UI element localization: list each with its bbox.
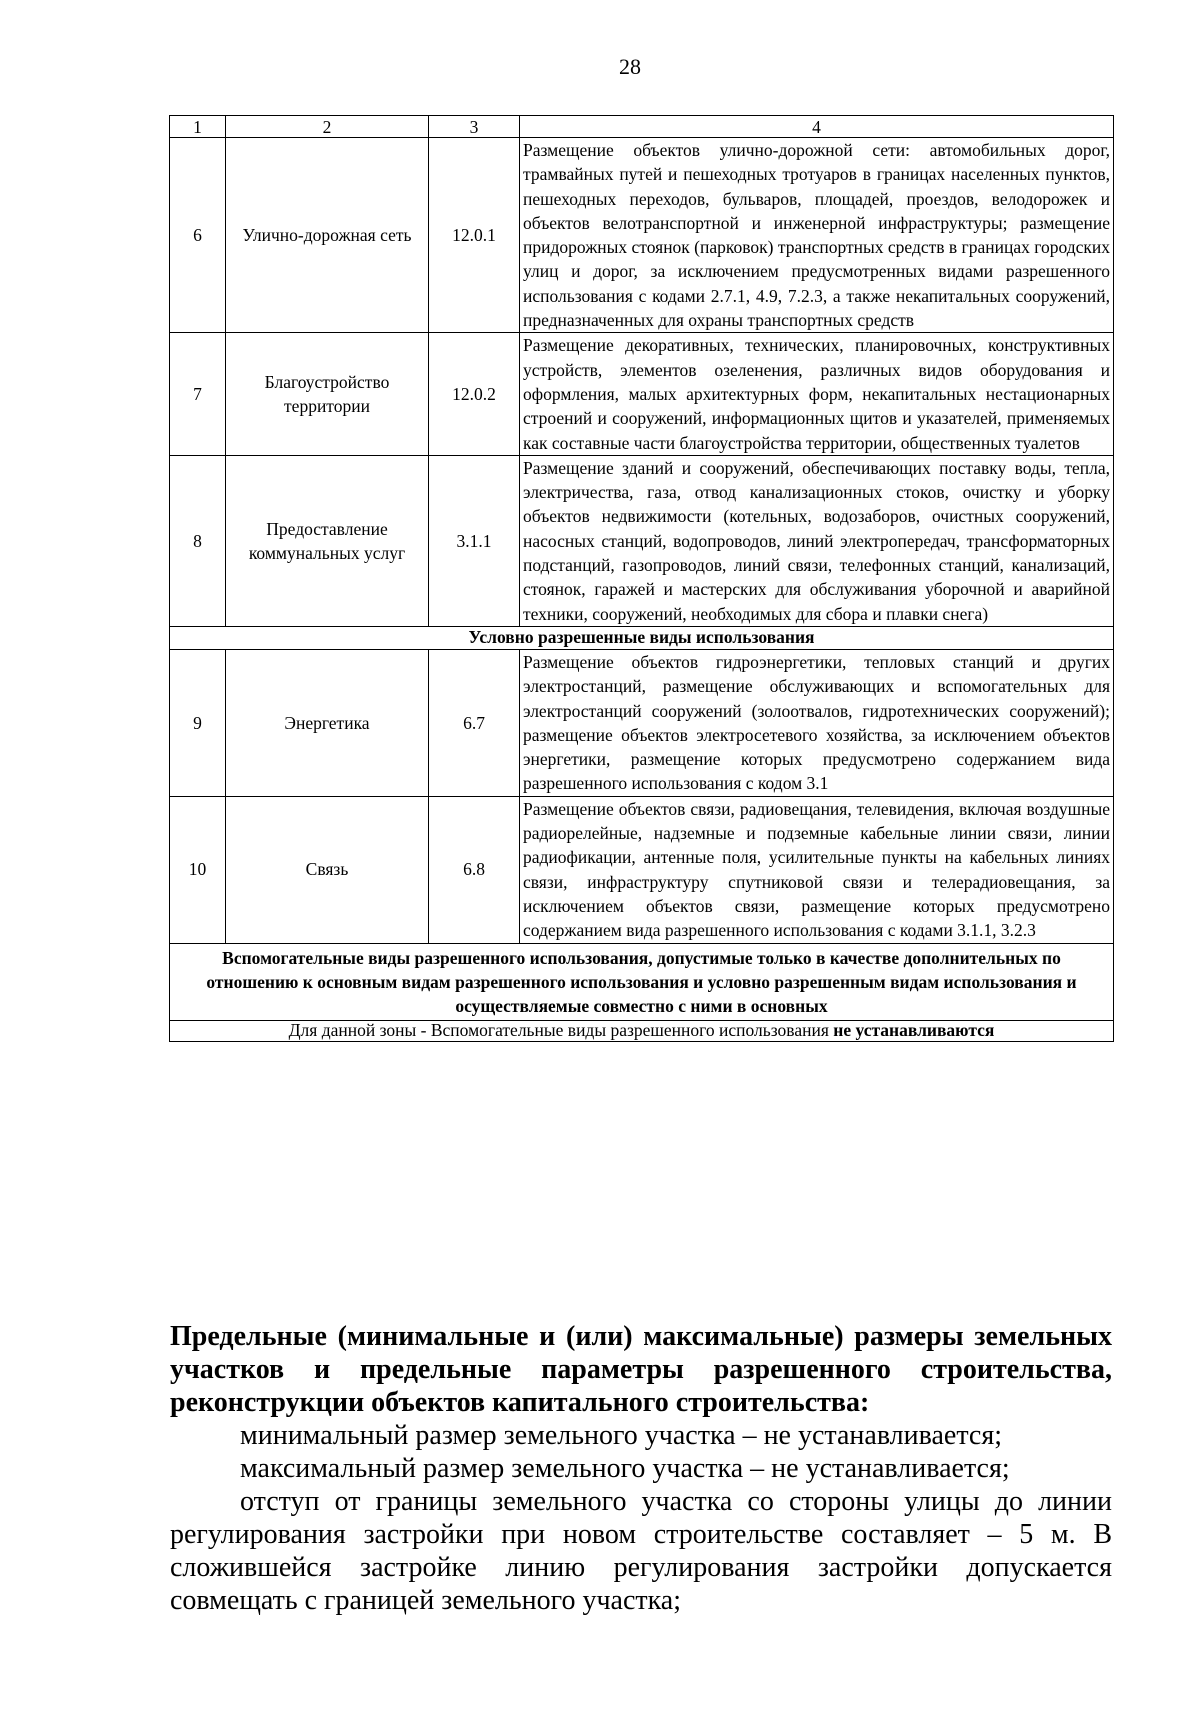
column-number: 1 [170,116,226,138]
use-type-description: Размещение объектов связи, радиовещания, телевидения, включая воздушные радиорелейные, надземные и подземные кабельные линии связи, линии радиофикации, антенные поля, усилительные пункты на кабельных линиях связи, инфраструктуру спутниковой связи и телерадиовещания, за исключением объектов связи, размещение которых предусмотрено содержанием вида разрешенного использования с кодами 3.1.1, 3.2.3 [520,796,1114,943]
table-row [170,649,1114,796]
use-type-description: Размещение объектов гидроэнергетики, тепловых станций и других электростанций, размещение обслуживающих и вспомогательных для электростанций сооружений (золоотвалов, гидротехнических сооружений); размещение объектов электросетевого хозяйства, за исключением объектов энергетики, размещение которых предусмотрено содержанием вида разрешенного использования с кодом 3.1 [520,649,1114,796]
use-type-code: 6.7 [429,649,520,796]
use-type-name: Благоустройство территории [226,333,429,455]
use-type-name: Улично-дорожная сеть [226,138,429,333]
auxiliary-note-text: Для данной зоны - Вспомогательные виды разрешенного использования [288,1020,834,1040]
table-row [170,138,1114,333]
auxiliary-uses-heading: Вспомогательные виды разрешенного использования, допустимые только в качестве дополнительных по отношению к основным видам разрешенного использования и условно разрешенным видам использования и осуществляемые совместно с ними в основных [170,943,1114,1020]
use-type-name: Связь [226,796,429,943]
auxiliary-note-emphasis: не устанавливаются [833,1020,995,1040]
use-type-description: Размещение объектов улично-дорожной сети: автомобильных дорог, трамвайных путей и пешеходных тротуаров в границах населенных пунктов, пешеходных переходов, бульваров, площадей, проездов, велодорожек и объектов велотранспортной и инженерной инфраструктуры; размещение придорожных стоянок (парковок) транспортных средств в границах городских улиц и дорог, за исключением предусмотренных видами разрешенного использования с кодами 2.7.1, 4.9, 7.2.3, а также некапитальных сооружений, предназначенных для охраны транспортных средств [520,138,1114,333]
row-number: 9 [170,649,226,796]
row-number: 7 [170,333,226,455]
row-number: 6 [170,138,226,333]
row-number: 8 [170,455,226,626]
page-number: 28 [619,54,641,79]
row-number: 10 [170,796,226,943]
use-type-code: 12.0.2 [429,333,520,455]
limits-section [170,1320,1112,1617]
use-type-name: Энергетика [226,649,429,796]
auxiliary-note-row [170,1020,1114,1041]
table-row [170,796,1114,943]
use-type-code: 3.1.1 [429,455,520,626]
limits-paragraph: максимальный размер земельного участка – не устанавливается; [240,1453,1010,1484]
column-numbers-row [170,116,1114,138]
section-header-row [170,943,1114,1020]
limits-paragraph: отступ от границы земельного участка со стороны улицы до линии регулирования застройки при новом строительстве составляет – 5 м. В сложившейся застройке линию регулирования застройки допускается совмещать с границей земельного участка; [170,1486,1112,1616]
use-type-description: Размещение зданий и сооружений, обеспечивающих поставку воды, тепла, электричества, газа, отвод канализационных стоков, очистку и уборку объектов недвижимости (котельных, водозаборов, очистных сооружений, насосных станций, водопроводов, линий электропередач, трансформаторных подстанций, газопроводов, линий связи, телефонных станций, канализаций, стоянок, гаражей и мастерских для обслуживания уборочной и аварийной техники, сооружений, необходимых для сбора и плавки снега) [520,455,1114,626]
use-type-description: Размещение декоративных, технических, планировочных, конструктивных устройств, элементов озеленения, различных видов оборудования и оформления, малых архитектурных форм, некапитальных нестационарных строений и сооружений, информационных щитов и указателей, применяемых как составные части благоустройства территории, общественных туалетов [520,333,1114,455]
use-type-code: 12.0.1 [429,138,520,333]
use-type-name: Предоставление коммунальных услуг [226,455,429,626]
land-use-table [169,115,1114,1042]
column-number: 4 [520,116,1114,138]
column-number: 3 [429,116,520,138]
use-type-code: 6.8 [429,796,520,943]
limits-paragraph: минимальный размер земельного участка – не устанавливается; [240,1420,1003,1451]
conditional-uses-heading: Условно разрешенные виды использования [170,626,1114,649]
table-row [170,333,1114,455]
auxiliary-uses-note [170,1020,1114,1041]
table-row [170,455,1114,626]
section-header-row [170,626,1114,649]
limits-title: Предельные (минимальные и (или) максимальные) размеры земельных участков и предельные параметры разрешенного строительства, реконструкции объектов капитального строительства: [170,1321,1112,1418]
column-number: 2 [226,116,429,138]
